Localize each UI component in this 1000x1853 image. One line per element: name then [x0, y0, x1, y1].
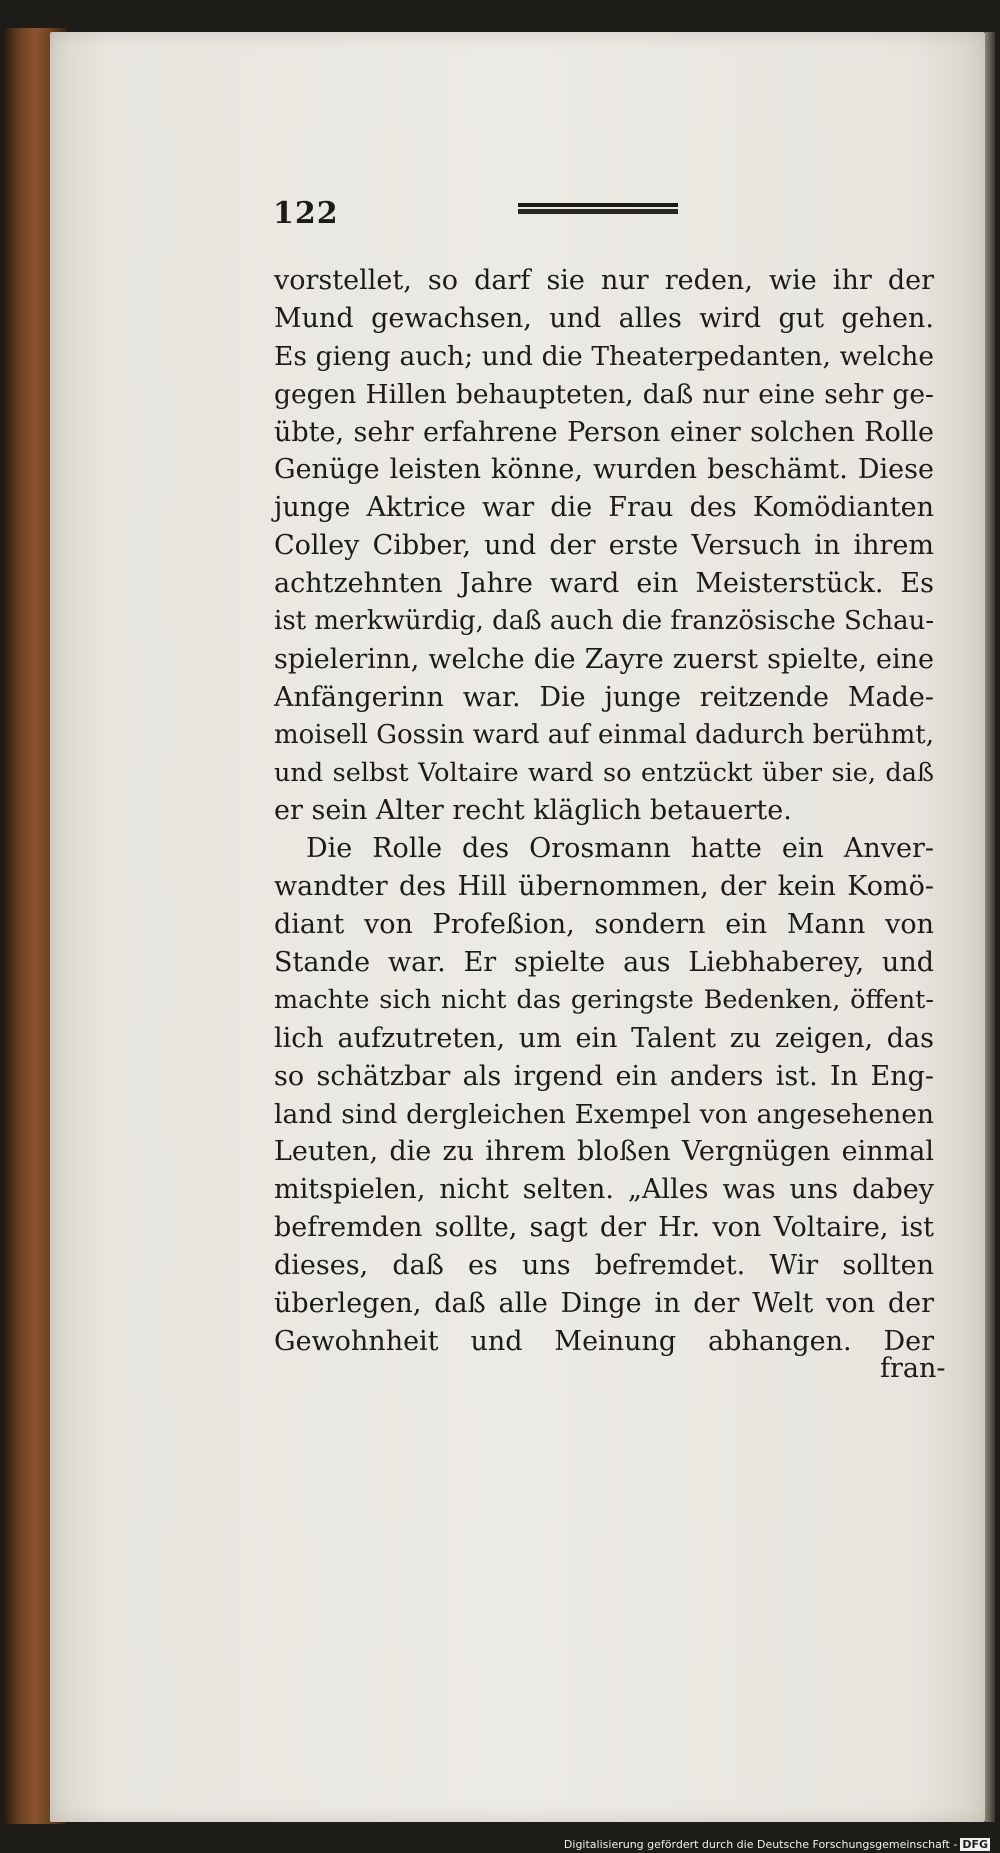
text-line: Die Rolle des Orosmann hatte ein Anver- — [306, 833, 934, 865]
text-line: Leuten, die zu ihrem bloßen Vergnügen einmal — [274, 1136, 934, 1168]
text-line: junge Aktrice war die Frau des Komödianten — [274, 492, 934, 524]
text-line: er sein Alter recht kläglich betauerte. — [274, 795, 792, 827]
dfg-logo: DFG — [962, 1838, 988, 1851]
digitization-credit — [560, 1838, 994, 1851]
page-number: 122 — [273, 196, 339, 231]
text-line: mitspielen, nicht selten. „Alles was uns dabey — [274, 1174, 934, 1206]
text-line: diant von Profeßion, sondern ein Mann von — [274, 909, 934, 941]
text-line: machte sich nicht das geringste Bedenken, öffent- — [274, 984, 934, 1015]
text-line: Stande war. Er spielte aus Liebhaberey, und — [274, 947, 934, 979]
headpiece-rule — [518, 203, 678, 215]
catchword: fran- — [880, 1353, 946, 1384]
text-line: ist merkwürdig, daß auch die französische Schau- — [274, 606, 935, 637]
text-line: befremden sollte, sagt der Hr. von Voltaire, ist — [274, 1212, 934, 1244]
text-line: so schätzbar als irgend ein anders ist. In Eng- — [274, 1060, 934, 1092]
text-line: Es gieng auch; und die Theaterpedanten, welche — [274, 340, 934, 372]
text-line: dieses, daß es uns befremdet. Wir sollten — [274, 1250, 934, 1282]
text-line: Genüge leisten könne, wurden beschämt. Diese — [274, 454, 934, 486]
text-line: lich aufzutreten, um ein Talent zu zeigen, das — [274, 1022, 934, 1054]
text-line: gegen Hillen behaupteten, daß nur eine sehr ge- — [274, 378, 934, 410]
text-line: und selbst Voltaire ward so entzückt über sie, daß — [274, 757, 934, 788]
text-line: übte, sehr erfahrene Person einer solchen Rolle — [274, 416, 934, 448]
text-line: Colley Cibber, und der erste Versuch in ihrem — [274, 530, 934, 562]
text-line: überlegen, daß alle Dinge in der Welt von der — [274, 1288, 934, 1320]
text-line: achtzehnten Jahre ward ein Meisterstück. Es — [274, 568, 934, 600]
text-line: Mund gewachsen, und alles wird gut gehen. — [274, 302, 934, 334]
text-line: moisell Gossin ward auf einmal dadurch berühmt, — [274, 719, 934, 750]
text-line: wandter des Hill übernommen, der kein Komö- — [274, 871, 934, 903]
text-line: spielerinn, welche die Zayre zuerst spielte, eine — [274, 643, 934, 675]
text-line: land sind dergleichen Exempel von angesehenen — [274, 1098, 934, 1130]
text-line: Anfängerinn war. Die junge reitzende Made- — [274, 681, 934, 713]
page-edge — [985, 32, 995, 1822]
body-text — [274, 262, 934, 1361]
text-line: vorstellet, so darf sie nur reden, wie ihr der — [274, 265, 934, 296]
text-line: Gewohnheit und Meinung abhangen. Der — [274, 1325, 934, 1357]
credit-text: Digitalisierung gefördert durch die Deutsche Forschungsgemeinschaft - — [563, 1838, 958, 1851]
